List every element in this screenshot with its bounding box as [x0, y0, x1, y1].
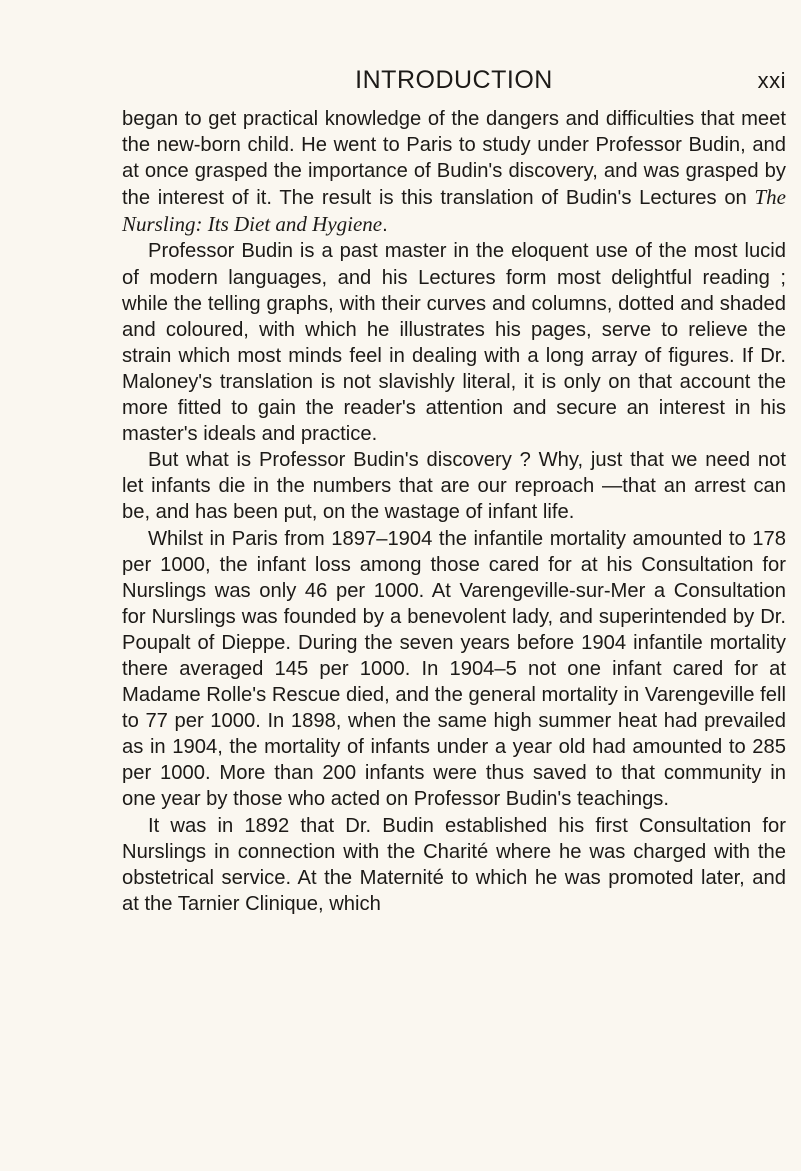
paragraph-2: Professor Budin is a past master in the eloquent use of the most lucid of modern languages, and his Lectures form most delightful reading ; while the telling graphs, with their curves and columns, dotted and shaded and coloured, with which he illustrates his pages, serve to relieve the strain which most minds feel in dealing with a long array of figures. If Dr. Maloney's translation is not slavishly literal, it is only on that account the more fitted to gain the reader's attention and secure an interest in his master's ideals and practice.: [122, 240, 786, 446]
chapter-title: INTRODUCTION: [355, 66, 553, 94]
paragraph-1-text: began to get practical knowledge of the dangers and difficulties that meet the new-born child. He went to Paris to study under Professor Budin, and at once grasped the importance of Budin's discovery, and was grasped by the interest of it. The result is this translation of Budin's Lectures on: [122, 108, 786, 210]
paragraph-5: It was in 1892 that Dr. Budin established his first Consultation for Nurslings in connection with the Charité where he was charged with the obstetrical service. At the Maternité to which he was promoted later, and at the Tarnier Clinique, which: [122, 814, 786, 915]
book-title-italic: The Nursling: Its Diet and Hygiene: [122, 185, 786, 237]
running-head: [122, 66, 786, 98]
paragraph-1: [122, 106, 786, 238]
body-text: [122, 106, 786, 917]
paragraph-3: But what is Professor Budin's discovery ? Why, just that we need not let infants die in the numbers that are our reproach —that an arrest can be, and has been put, on the wastage of infant life.: [122, 449, 786, 524]
paragraph-4: Whilst in Paris from 1897–1904 the infantile mortality amounted to 178 per 1000, the infant loss among those cared for at his Consultation for Nurslings was only 46 per 1000. At Varengeville-sur-Mer a Consultation for Nurslings was founded by a benevolent lady, and superintended by Dr. Poupalt of Dieppe. During the seven years before 1904 infantile mortality there averaged 145 per 1000. In 1904–5 not one infant cared for at Madame Rolle's Rescue died, and the general mortality in Varengeville fell to 77 per 1000. In 1898, when the same high summer heat had prevailed as in 1904, the mortality of infants under a year old had amounted to 285 per 1000. More than 200 infants were thus saved to that community in one year by those who acted on Professor Budin's teachings.: [122, 527, 786, 811]
page-number: xxi: [757, 68, 786, 93]
paragraph-1-end: .: [382, 214, 388, 237]
